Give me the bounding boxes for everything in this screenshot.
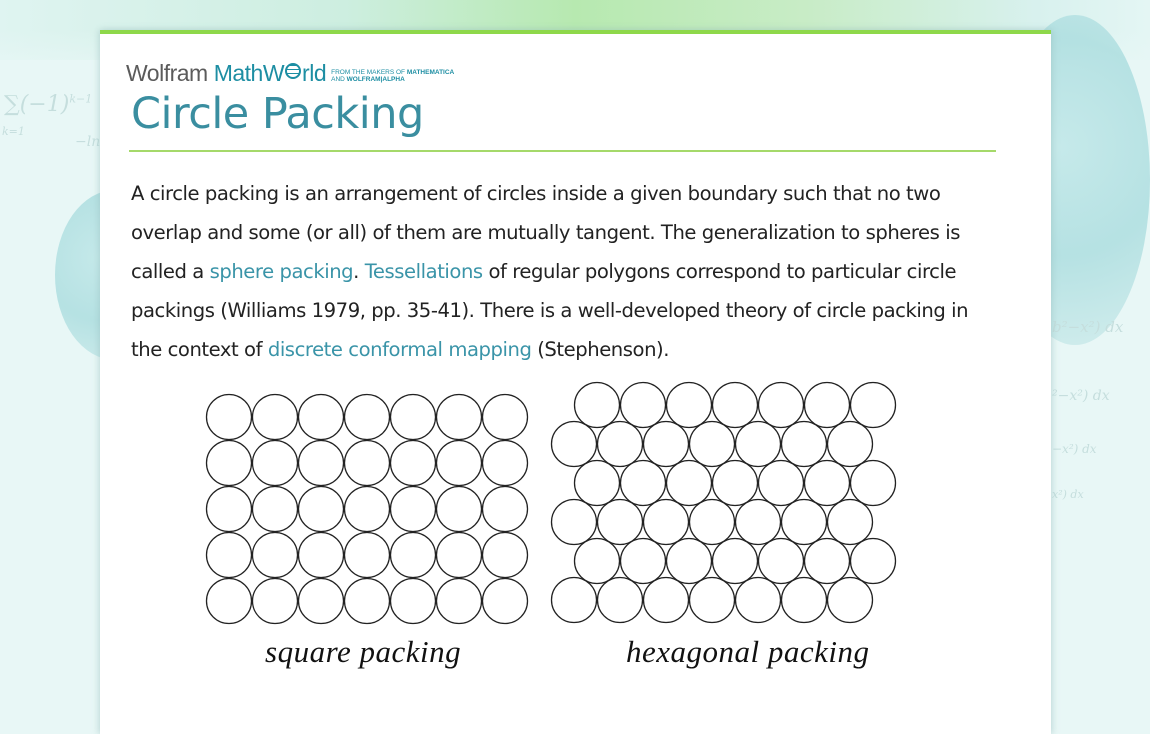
link-sphere-packing[interactable]: sphere packing <box>209 260 354 283</box>
logo-tagline: FROM THE MAKERS OF MATHEMATICA AND WOLFRAM|ALPHA <box>331 69 455 83</box>
text-segment: (Stephenson). <box>531 338 670 361</box>
page-title: Circle Packing <box>131 89 424 139</box>
square-packing-caption: square packing <box>265 634 462 669</box>
globe-icon <box>285 63 301 79</box>
background-math-integrand-4: x²) dx <box>1052 488 1084 501</box>
background-math-integrand-2: ²−x²) dx <box>1052 388 1110 404</box>
background-math-sum: $\sum(-1)^{k-1}$ <box>4 92 93 117</box>
text-segment: . <box>353 260 365 283</box>
text-segment: of regular polygons correspond to particular circle packings (Williams 1979, pp. 35-41). There is a well-developed theory of circle packing in the context of <box>131 260 969 361</box>
logo-mathworld-text: MathW rld <box>213 60 327 86</box>
background-math-integrand-1: b²−x²) dx <box>1052 318 1124 336</box>
mathworld-logo[interactable] <box>126 60 454 87</box>
hexagonal-packing-caption: hexagonal packing <box>626 634 870 669</box>
title-divider <box>129 150 996 152</box>
article-paragraph <box>131 174 1001 369</box>
text-segment: A circle packing is an arrangement of circles inside a given boundary such that no two overlap and some (or all) of them are mutually tangent. The generalization to spheres is called a <box>131 182 960 283</box>
link-discrete-conformal-mapping[interactable]: discrete conformal mapping <box>267 338 532 361</box>
background-math-integrand-3: −x²) dx <box>1052 442 1097 456</box>
logo-wolfram-text: Wolfram <box>126 60 208 86</box>
background-math-sum-index: k=1 <box>2 125 25 138</box>
content-card <box>100 30 1051 734</box>
background-math-ln: −ln <box>75 134 101 150</box>
link-tessellations[interactable]: Tessellations <box>364 260 483 283</box>
